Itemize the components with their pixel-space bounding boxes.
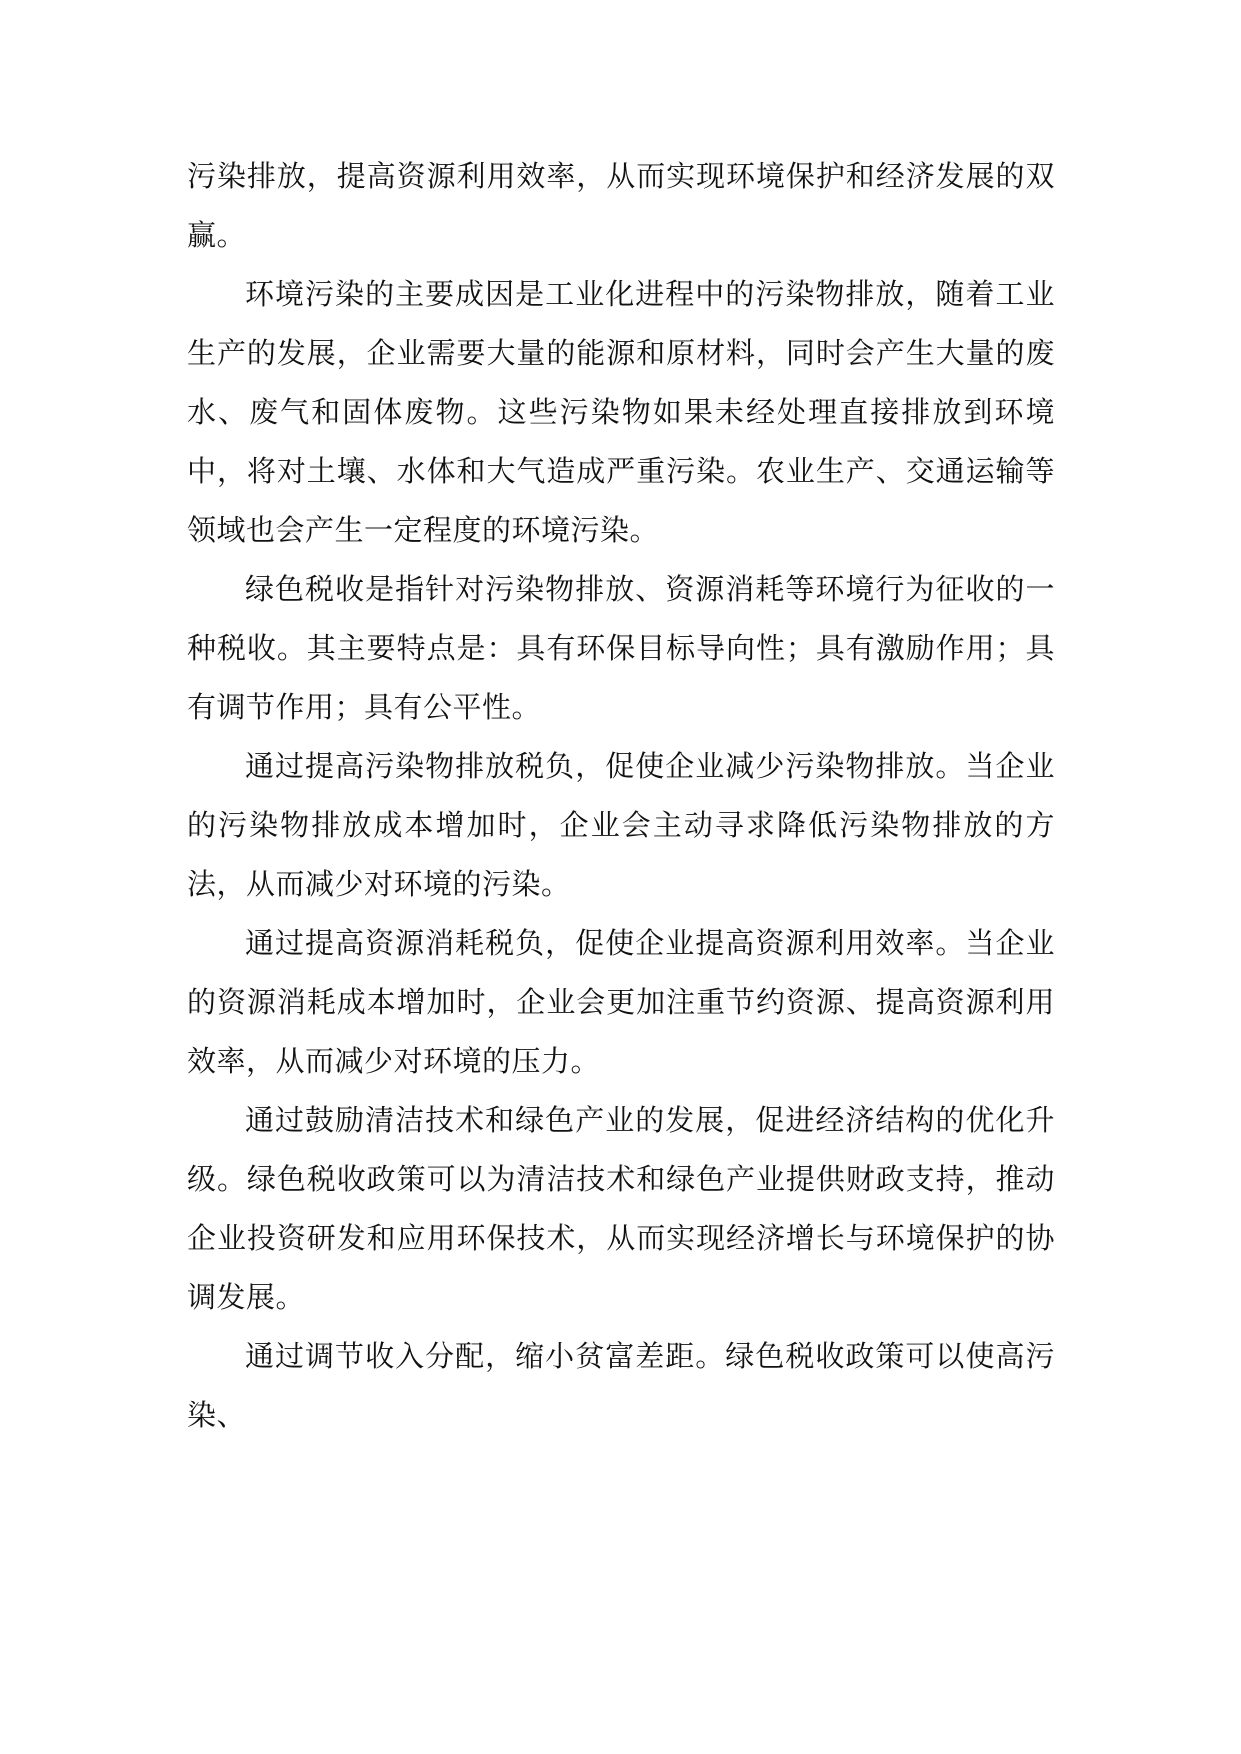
paragraph-clean-technology: 通过鼓励清洁技术和绿色产业的发展，促进经济结构的优化升级。绿色税收政策可以为清洁技术和绿色产业提供财政支持，推动企业投资研发和应用环保技术，从而实现经济增长与环境保护的协调发展。 [187,1103,1055,1314]
paragraph-emission-tax: 通过提高污染物排放税负，促使企业减少污染物排放。当企业的污染物排放成本增加时，企业会主动寻求降低污染物排放的方法，从而减少对环境的污染。 [187,749,1055,901]
paragraph-continuation: 污染排放，提高资源利用效率，从而实现环境保护和经济发展的双赢。 [187,159,1055,252]
document-body [187,147,1055,1445]
paragraph-green-tax-definition: 绿色税收是指针对污染物排放、资源消耗等环境行为征收的一种税收。其主要特点是：具有环保目标导向性；具有激励作用；具有调节作用；具有公平性。 [187,572,1055,724]
paragraph-income-distribution: 通过调节收入分配，缩小贫富差距。绿色税收政策可以使高污染、 [187,1339,1055,1432]
paragraph-resource-tax: 通过提高资源消耗税负，促使企业提高资源利用效率。当企业的资源消耗成本增加时，企业会更加注重节约资源、提高资源利用效率，从而减少对环境的压力。 [187,926,1055,1078]
paragraph-pollution-causes: 环境污染的主要成因是工业化进程中的污染物排放，随着工业生产的发展，企业需要大量的能源和原材料，同时会产生大量的废水、废气和固体废物。这些污染物如果未经处理直接排放到环境中，将对土壤、水体和大气造成严重污染。农业生产、交通运输等领域也会产生一定程度的环境污染。 [187,277,1055,547]
